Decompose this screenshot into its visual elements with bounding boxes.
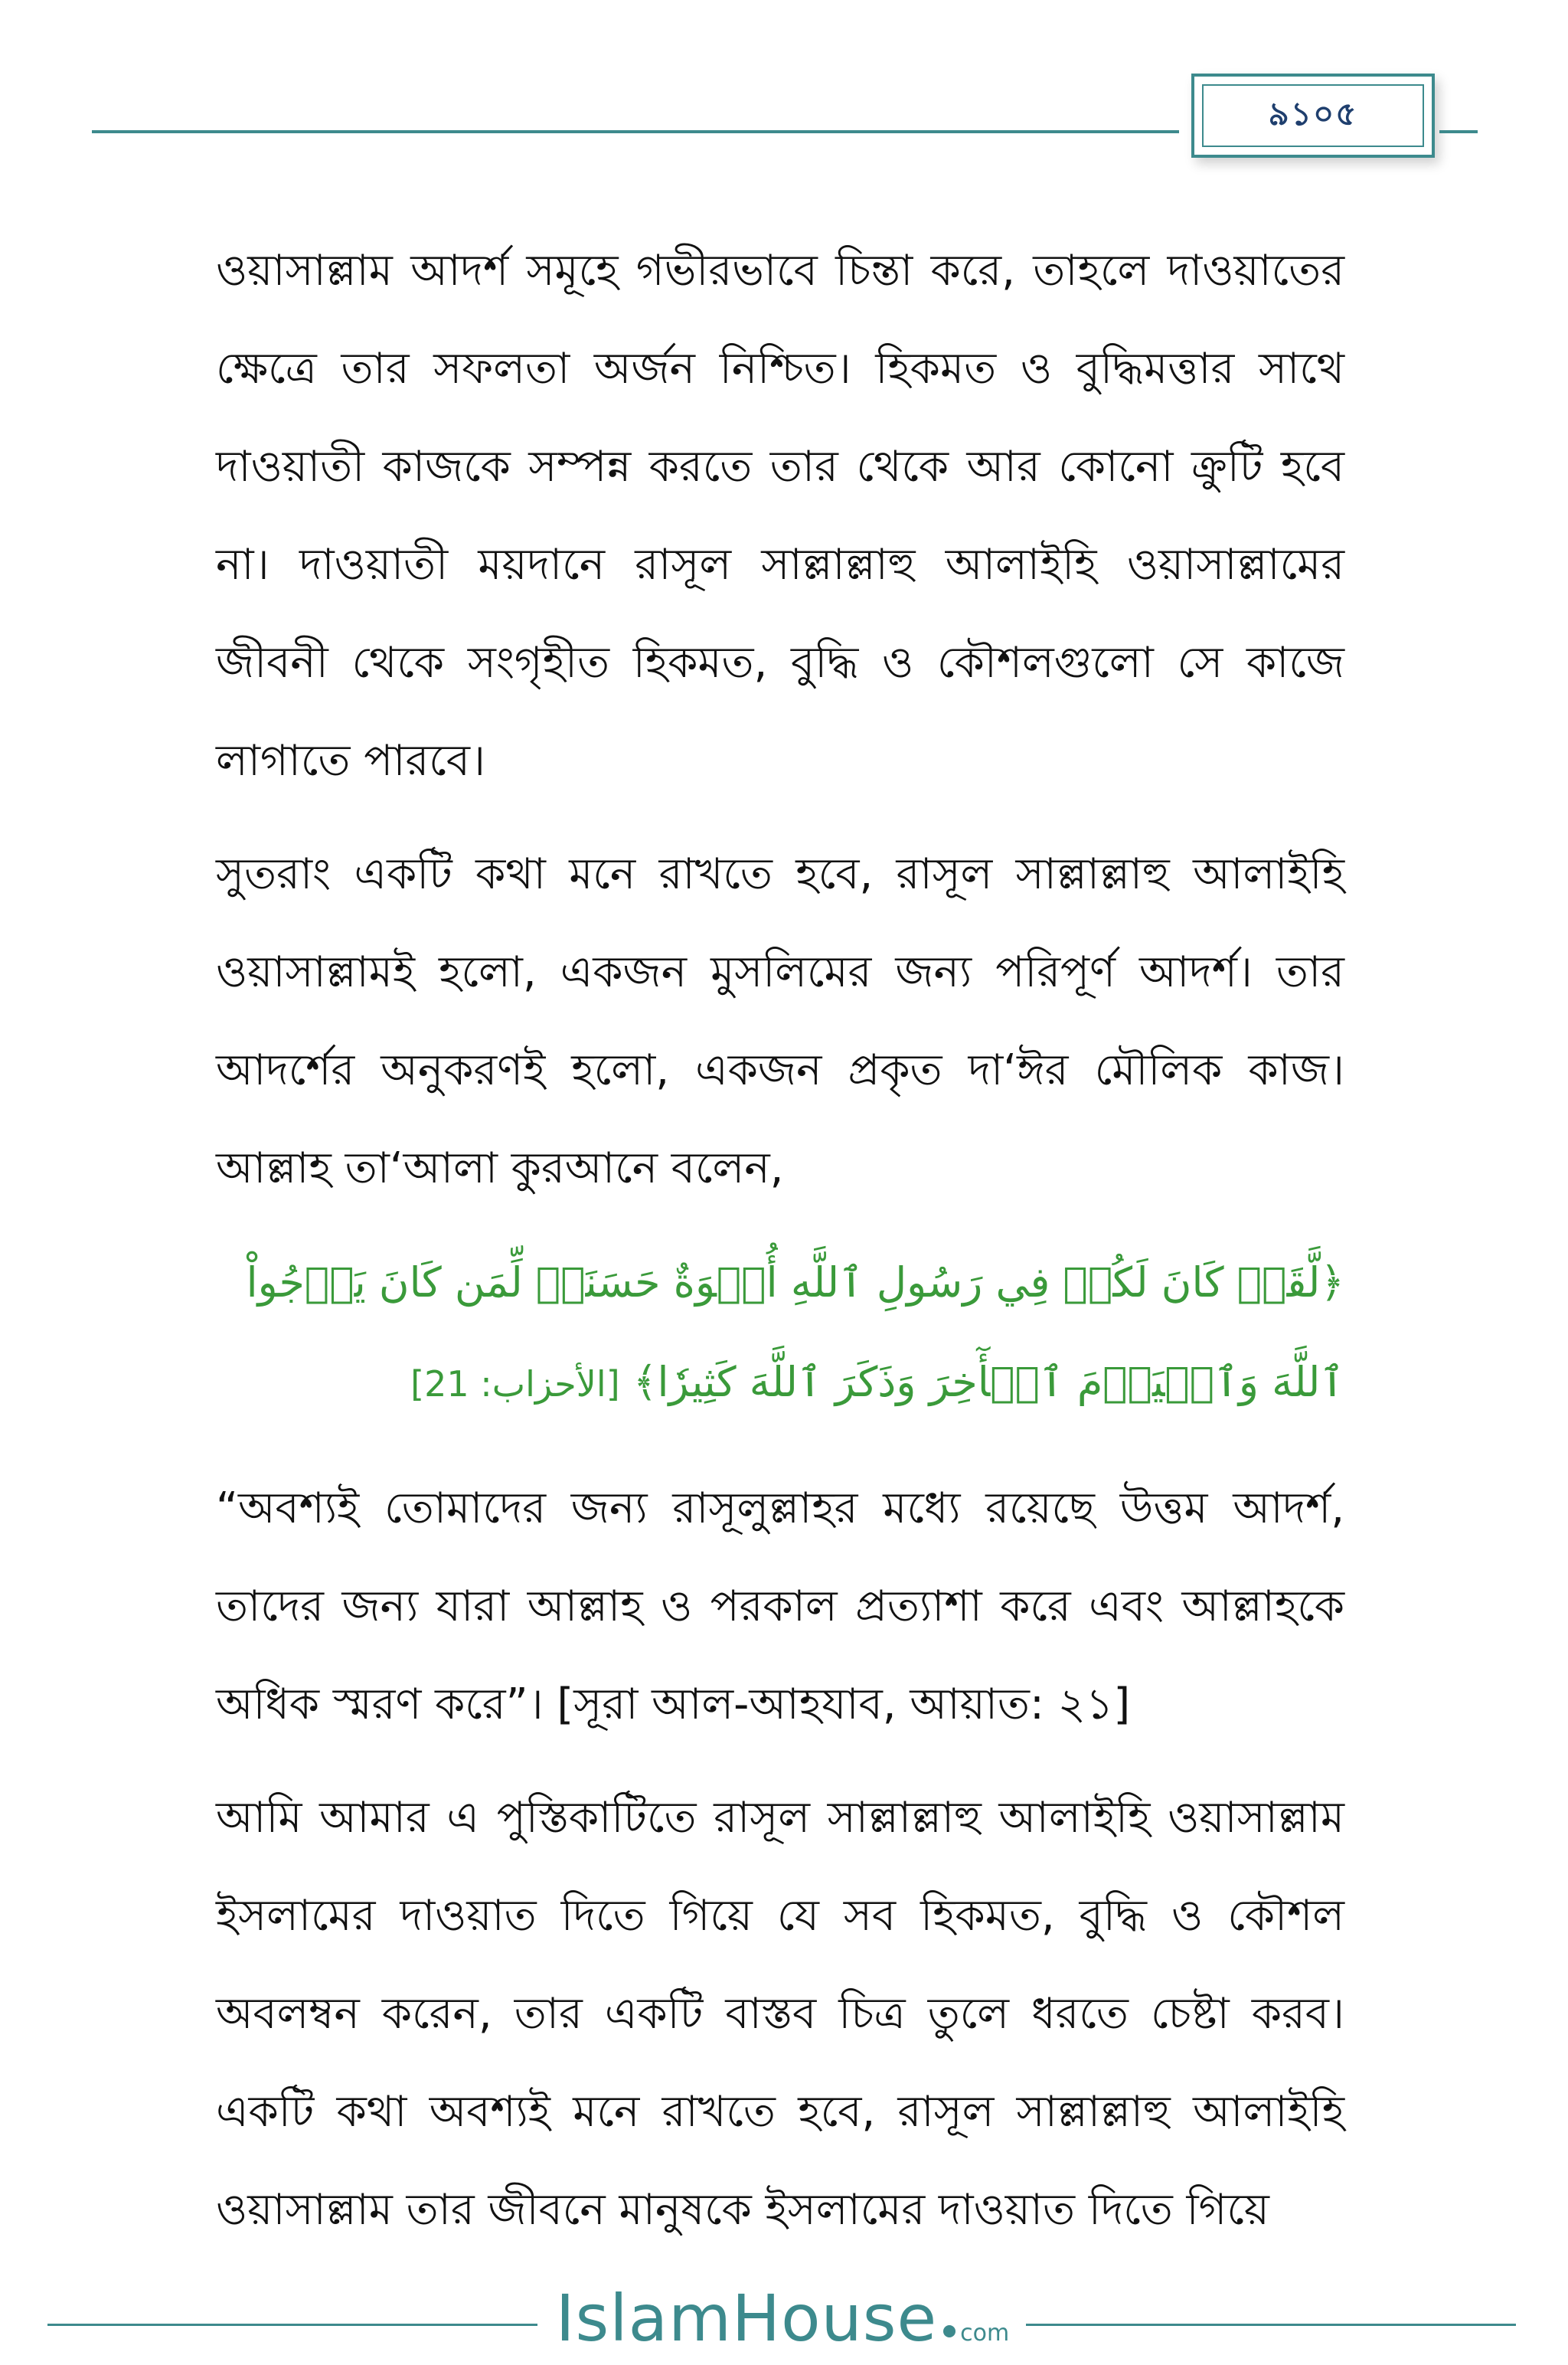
paragraph-3: আমি আমার এ পুস্তিকাটিতে রাসূল সাল্লাল্লাহু আলাইহি ওয়াসাল্লাম ইসলামের দাওয়াত দিতে গিয়ে যে সব হিকমত, বুদ্ধি ও কৌশল অবলম্বন করেন, তার একটি বাস্তব চিত্র তুলে ধরতে চেষ্টা করব। একটি কথা অবশ্যই মনে রাখতে হবে, রাসূল সাল্লাল্লাহু আলাইহি ওয়াসাল্লাম তার জীবনে মানুষকে ইসলামের দাওয়াত দিতে গিয়ে	[216, 1793, 1344, 2235]
logo-wordmark: IslamHouse	[555, 2281, 938, 2356]
verse-translation: “অবশ্যই তোমাদের জন্য রাসূলুল্লাহর মধ্যে রয়েছে উত্তম আদর্শ, তাদের জন্য যারা আল্লাহ ও পরকাল প্রত্যাশা করে এবং আল্লাহকে অধিক স্মরণ করে”। [সূরা আল-আহযাব, আয়াত: ২১]	[216, 1483, 1344, 1729]
header-rule-left	[92, 130, 1179, 133]
logo-dot-icon	[943, 2325, 956, 2337]
paragraph-1: ওয়াসাল্লাম আদর্শ সমূহে গভীরভাবে চিন্তা করে, তাহলে দাওয়াতের ক্ষেত্রে তার সফলতা অর্জন নিশ্চিত। হিকমত ও বুদ্ধিমত্তার সাথে দাওয়াতী কাজকে সম্পন্ন করতে তার থেকে আর কোনো ক্রুটি হবে না। দাওয়াতী ময়দানে রাসূল সাল্লাল্লাহু আলাইহি ওয়াসাল্লামের জীবনী থেকে সংগৃহীত হিকমত, বুদ্ধি ও কৌশলগুলো সে কাজে লাগাতে পারবে।	[216, 246, 1344, 786]
footer-rule-right	[1026, 2324, 1516, 2326]
quran-verse-text: ﴿لَّقَدۡ كَانَ لَكُمۡ فِي رَسُولِ ٱللَّهِ أُسۡوَةٌ حَسَنَةٞ لِّمَن كَانَ يَرۡجُواْ ٱللَّهَ وَٱلۡيَوۡمَ ٱلۡأٓخِرَ وَذَكَرَ ٱللَّهَ كَثِيرٗا﴾	[246, 1258, 1344, 1406]
logo-suffix: com	[960, 2320, 1010, 2347]
page-number-badge	[1191, 74, 1435, 158]
footer-rule-left	[47, 2324, 537, 2326]
quran-verse	[216, 1233, 1344, 1434]
header-rule-right	[1439, 130, 1478, 133]
page-body	[216, 222, 1344, 2275]
page-number: ৯১০৫	[1268, 94, 1358, 132]
paragraph-2: সুতরাং একটি কথা মনে রাখতে হবে, রাসূল সাল্লাল্লাহু আলাইহি ওয়াসাল্লামই হলো, একজন মুসলিমের জন্য পরিপূর্ণ আদর্শ। তার আদর্শের অনুকরণই হলো, একজন প্রকৃত দা‘ঈর মৌলিক কাজ। আল্লাহ তা‘আলা কুরআনে বলেন,	[216, 849, 1344, 1193]
quran-verse-reference: [الأحزاب: 21]	[410, 1363, 620, 1405]
